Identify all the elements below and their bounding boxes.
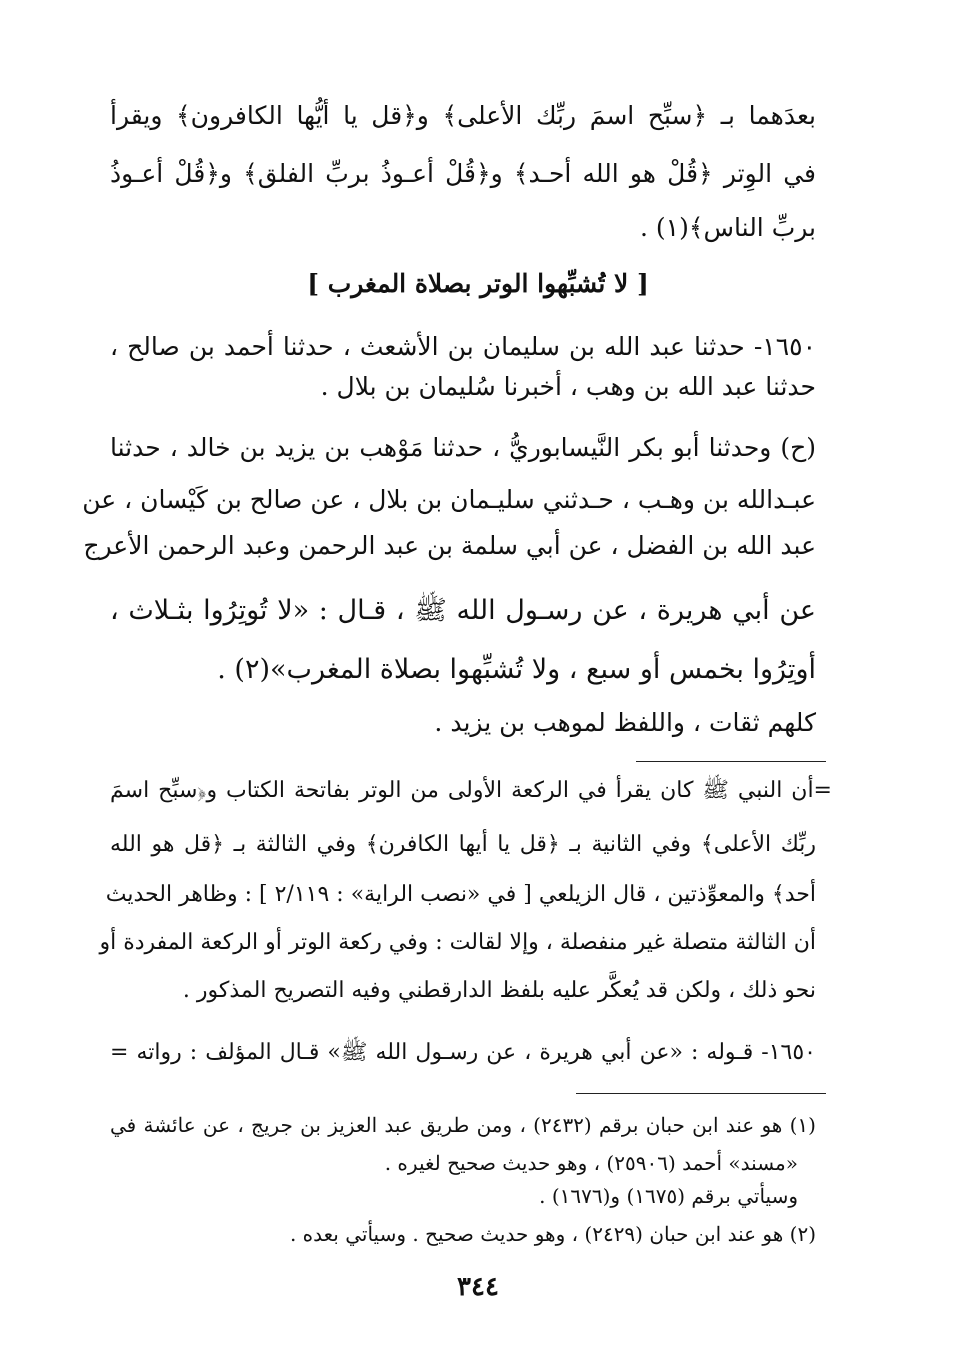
isnad-line: عبد الله بن الفضل ، عن أبي سلمة بن عبد الرحمن وعبد الرحمن الأعرج — [83, 531, 816, 560]
commentary-line: ١٦٥٠- قـوله : «عن أبي هريرة ، عن رسـول الله ﷺ» قـال المؤلف : رواته = — [110, 1040, 816, 1065]
commentary-line: نحو ذلك ، ولكن قد يُعكَّر عليه بلفظ الدارقطني وفيه التصريح المذكور . — [182, 978, 816, 1003]
matn-line: أوتِرُوا بخمس أو سبع ، ولا تُشبِّهوا بصلاة المغرب»(٢) . — [217, 654, 816, 685]
commentary-line: ربِّك الأعلى﴾ وفي الثانية بـ ﴿قل يا أيها الكافرن﴾ وفي الثالثة بـ ﴿قل هو الله — [110, 832, 816, 857]
footnote-line: وسيأتي برقم (١٦٧٥) و(١٦٧٦) . — [539, 1184, 798, 1208]
matn-line: عن أبي هريرة ، عن رسـول الله ﷺ ، قـال : «لا تُوتِرُوا بثـلاث ، — [110, 595, 816, 626]
footnote-line: «مسند» أحمد (٢٥٩٠٦) ، وهو حديث صحيح لغيره . — [384, 1151, 798, 1175]
isnad-line: حدثنا عبد الله بن وهب ، أخبرنا سُليمان بن بلال . — [320, 372, 816, 401]
page-number: ٣٤٤ — [457, 1272, 499, 1302]
isnad-line: (ح) وحدثنا أبو بكر النَّيسابوريُّ ، حدثنا مَوْهب بن يزيد بن خالد ، حدثنا — [110, 433, 816, 462]
commentary-line: =أن النبي ﷺ كان يقرأ في الركعة الأولى من الوتر بفاتحة الكتاب و﴿سبِّح اسمَ — [110, 778, 832, 803]
section-heading: [ لا تُشبِّهوا الوتر بصلاة المغرب ] — [307, 269, 649, 298]
intro-line: بعدَهما بـ ﴿سبِّح اسمَ ربِّك الأعلى﴾ و﴿قل يا أيُّها الكافرون﴾ ويقرأ — [110, 101, 816, 130]
footnote-line: (٢) هو عند ابن حبان (٢٤٢٩) ، وهو حديث صحيح . وسيأتي بعده . — [289, 1222, 816, 1246]
isnad-line: عبـدالله بن وهـب ، حـدثني سليـمان بن بلال ، عن صالح بن كَيْسان ، عن — [82, 485, 816, 514]
footnote-rule — [576, 1093, 826, 1094]
divider-rule — [636, 761, 826, 762]
footnote-line: (١) هو عند ابن حبان برقم (٢٤٣٢) ، ومن طريق عبد العزيز بن جريج ، عن عائشة في — [110, 1113, 816, 1137]
commentary-line: أن الثالثة متصلة غير منفصلة ، وإلا لقالت : وفي ركعة الوتر أو الركعة المفردة أو — [99, 930, 816, 955]
commentary-line: أحد﴾ والمعوِّذتين ، قال الزيلعي [ في «نصب الراية» : ٢/١١٩ ] : وظاهر الحديث — [105, 882, 816, 907]
grading-line: كلهم ثقات ، واللفظ لموهب بن يزيد . — [434, 708, 816, 737]
isnad-line: ١٦٥٠- حدثنا عبد الله بن سليمان بن الأشعث ، حدثنا أحمد بن صالح ، — [110, 332, 816, 361]
intro-line: بربِّ الناس﴾(١) . — [640, 213, 816, 242]
intro-line: في الوِتر ﴿قُلْ هو الله أحـد﴾ و﴿قُلْ أعـوذُ بربِّ الفلق﴾ و﴿قُلْ أعـوذُ — [110, 159, 816, 188]
